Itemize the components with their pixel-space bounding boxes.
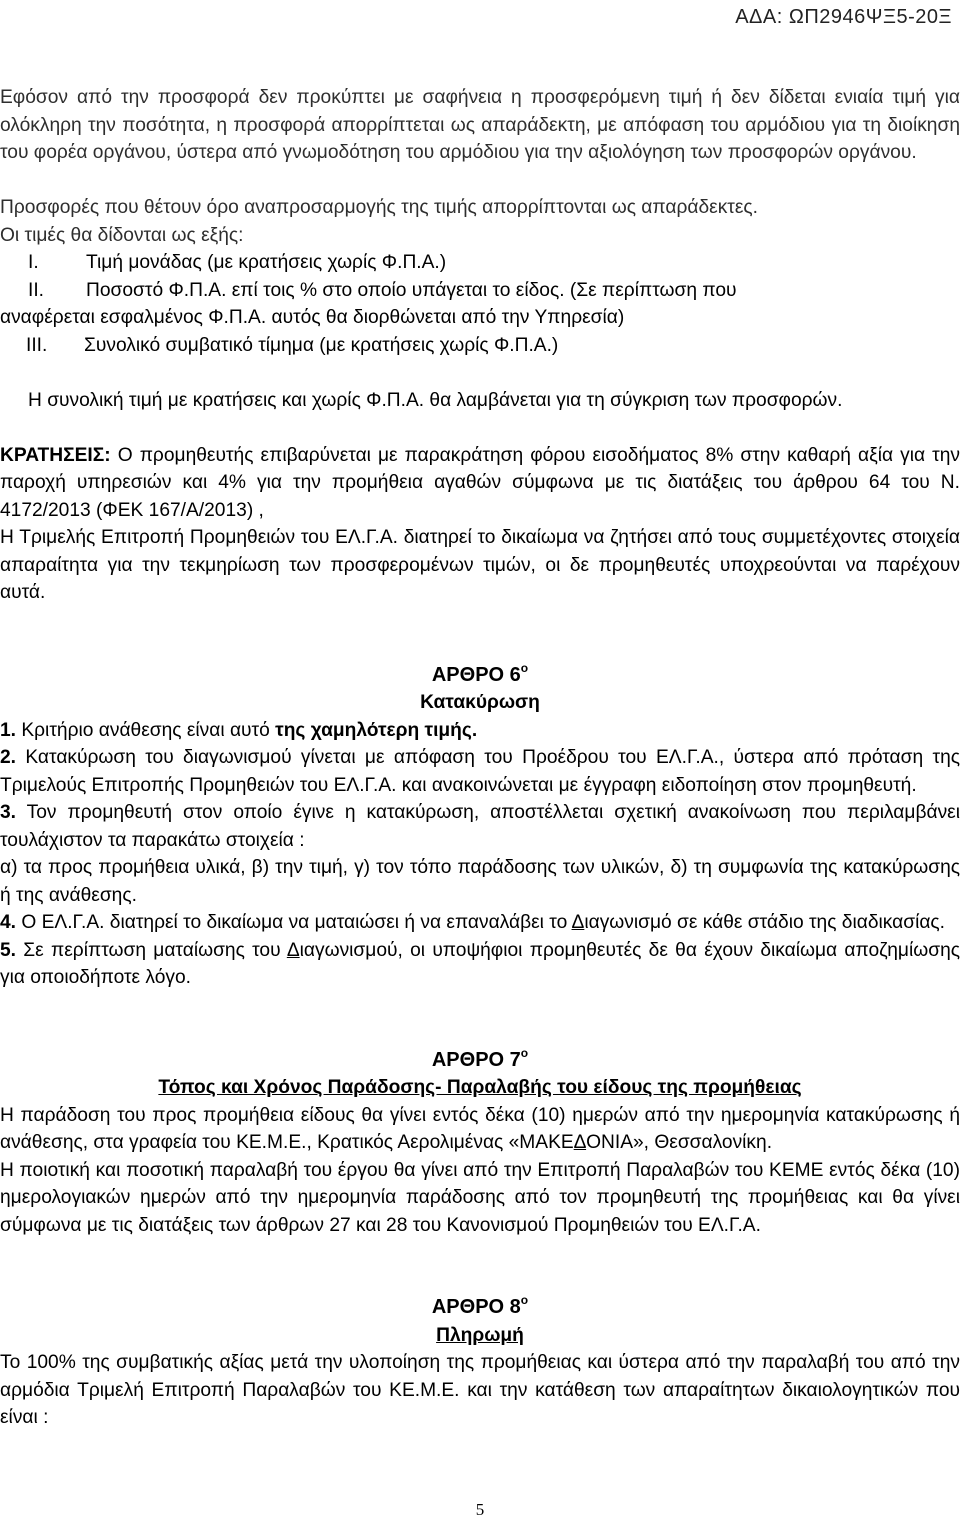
list-item (0, 277, 960, 305)
article-6-title: ΑΡΘΡΟ $6^o$ (431, 660, 529, 686)
article-6-item-5: 5. Σε περίπτωση ματαίωσης του Διαγωνισμού, οι υποψήφιοι προμηθευτές δε θα έχουν δικαίωμα αποζημίωσης για οποιοδήποτε λόγο. (0, 939, 960, 988)
article-6-item-2: 2. Κατακύρωση του διαγωνισμού γίνεται με απόφαση του Προέδρου του ΕΛ.Γ.Α., ύστερα από πρόταση της Τριμελούς Επιτροπής Προμηθειών του ΕΛ.Γ.Α. και ανακοινώνεται με έγγραφη ειδοποίηση στον προμηθευτή. (0, 747, 960, 796)
list-number: III. (26, 334, 48, 356)
article-6-item-1: 1. Κριτήριο ανάθεσης είναι αυτό της χαμηλότερη τιμής. (0, 719, 478, 741)
paragraph-prices-intro: Οι τιμές θα δίδονται ως εξής: (0, 224, 244, 246)
article-7-acceptance: Η ποιοτική και ποσοτική παραλαβή του έργου θα γίνει από την Επιτροπή Παραλαβών του ΚΕΜΕ εντός δέκα (10) ημερολογιακών ημερών από την ημερομηνία παράδοσης από τον προμηθευτή της προμήθειας και θα γίνει σύμφωνα με τις διατάξεις των άρθρων 27 και 28 του Κανονισμού Προμηθειών του ΕΛ.Γ.Α. (0, 1159, 960, 1236)
document-body (0, 84, 960, 1432)
list-item (0, 249, 960, 277)
paragraph-committee-rights: Η Τριμελής Επιτροπή Προμηθειών του ΕΛ.Γ.Α. διατηρεί το δικαίωμα να ζητήσει από τους συμμετέχοντες στοιχεία απαραίτητα για την τεκμηρίωση των προσφερομένων τιμών, οι δε προμηθευτές υποχρεούνται να παρέχουν αυτά. (0, 527, 960, 603)
list-number: II. (28, 279, 44, 301)
paragraph-price-adjustment: Προσφορές που θέτουν όρο αναπροσαρμογής της τιμής απορρίπτονται ως απαράδεκτες. (0, 197, 758, 218)
list-text: Ποσοστό Φ.Π.Α. επί τοις % στο οποίο υπάγεται το είδος. (Σε περίπτωση που (86, 279, 737, 301)
article-6-item-3-details: α) τα προς προμήθεια υλικά, β) την τιμή, γ) τον τόπο παράδοσης των υλικών, δ) τη συμφωνία της κατακύρωσης ή της ανάθεσης. (0, 857, 960, 906)
article-6-item-4: 4. Ο ΕΛ.Γ.Α. διατηρεί το δικαίωμα να ματαιώσει ή να επαναλάβει το Διαγωνισμό σε κάθε στάδιο της διαδικασίας. (0, 912, 946, 933)
paragraph-total-price: Η συνολική τιμή με κρατήσεις και χωρίς Φ.Π.Α. θα λαμβάνεται για τη σύγκριση των προσφορών. (28, 389, 843, 411)
article-6-item-3: 3. Τον προμηθευτή στον οποίο έγινε η κατακύρωση, αποστέλλεται σχετική ανακοίνωση που περιλαμβάνει τουλάχιστον τα παρακάτω στοιχεία : (0, 802, 960, 851)
article-8-title: ΑΡΘΡΟ $8^o$ (431, 1293, 529, 1318)
article-7-delivery: Η παράδοση του προς προμήθεια είδους θα γίνει εντός δέκα (10) ημερών από την ημερομηνία κατακύρωσης ή ανάθεσης, στα γραφεία του ΚΕ.Μ.Ε., Κρατικός Αερολιμένας «ΜΑΚΕΔΟΝΙΑ», Θεσσαλονίκη. (0, 1104, 960, 1153)
ada-code: ΑΔΑ: ΩΠ2946ΨΞ5-20Ξ (735, 6, 952, 28)
article-7-title: ΑΡΘΡΟ $7^o$ (431, 1045, 529, 1071)
list-text-continued: αναφέρεται εσφαλμένος Φ.Π.Α. αυτός θα διορθώνεται από την Υπηρεσία) (0, 307, 625, 328)
deductions-label: ΚΡΑΤΗΣΕΙΣ: (0, 444, 111, 466)
list-item (0, 332, 960, 360)
paragraph-offer-rejection: Εφόσον από την προσφορά δεν προκύπτει με σαφήνεια η προσφερόμενη τιμή ή δεν δίδεται ενιαία τιμή για ολόκληρη την ποσότητα, η προσφορά απορρίπτεται ως απαράδεκτη, με απόφαση του αρμόδιου για τη διοίκηση του φορέα οργάνου, ύστερα από γνωμοδότηση του αρμόδιου για την αξιολόγηση των προσφορών οργάνου. (0, 87, 960, 163)
article-7-subtitle: Τόπος και Χρόνος Παράδοσης- Παραλαβής του είδους της προμήθειας (158, 1077, 802, 1098)
article-6-subtitle: Κατακύρωση (420, 692, 540, 713)
list-text: Τιμή μονάδας (με κρατήσεις χωρίς Φ.Π.Α.) (86, 252, 447, 273)
article-8-subtitle: Πληρωμή (436, 1324, 524, 1346)
paragraph-deductions: ΚΡΑΤΗΣΕΙΣ: Ο προμηθευτής επιβαρύνεται με παρακράτηση φόρου εισοδήματος 8% στην καθαρή αξία για την παροχή υπηρεσιών και 4% για την προμήθεια αγαθών σύμφωνα με τις διατάξεις του άρθρου 64 του Ν. 4172/2013 (ΦΕΚ 167/Α/2013) , (0, 444, 960, 521)
list-text: Συνολικό συμβατικό τίμημα (με κρατήσεις χωρίς Φ.Π.Α.) (84, 334, 559, 356)
article-8-payment: Το 100% της συμβατικής αξίας μετά την υλοποίηση της προμήθειας και ύστερα από την παραλαβή του από την αρμόδια Τριμελή Επιτροπή Παραλαβών του ΚΕ.Μ.Ε. και την κατάθεση των απαραίτητων δικαιολογητικών που είναι : (0, 1352, 960, 1428)
page-number: 5 (475, 1500, 485, 1519)
list-number: I. (28, 252, 39, 273)
